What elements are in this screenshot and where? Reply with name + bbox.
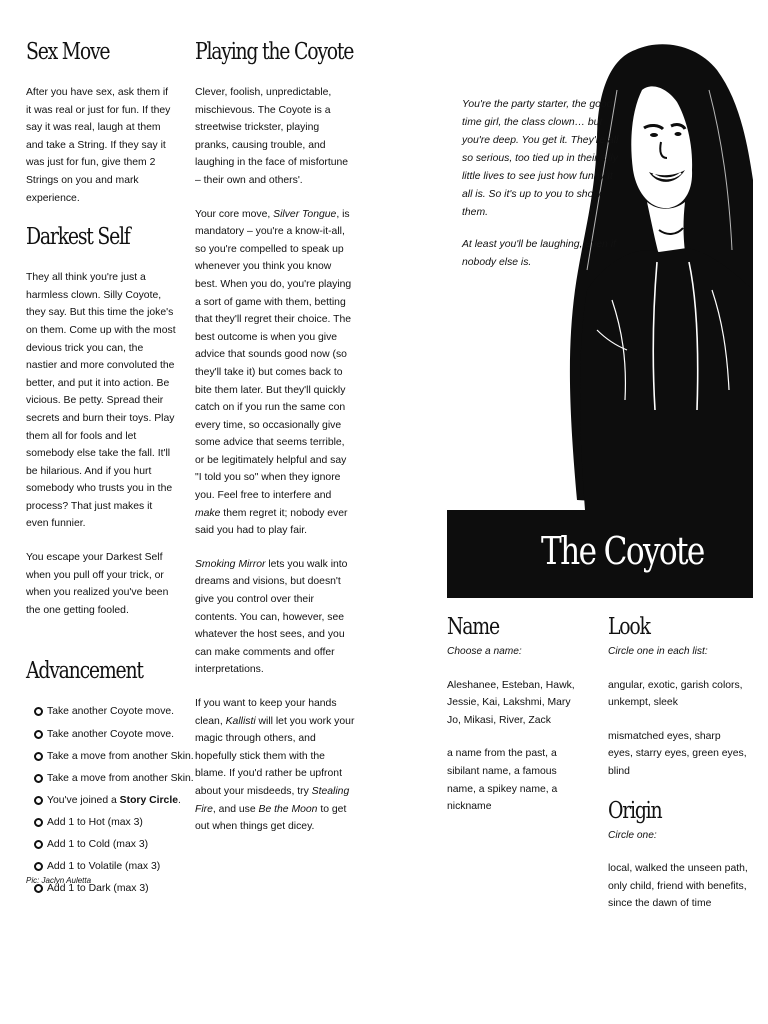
look-column [608,613,748,929]
name-column [447,613,587,832]
circle-bullet-icon[interactable] [34,730,43,739]
playing-heading: Playing the Coyote [195,39,354,65]
darkest-self-escape: You escape your Darkest Self when you pull off your trick, or when you realized you've been the one getting fooled. [26,552,169,616]
advancement-heading: Advancement [26,658,143,685]
story-circle-label: Story Circle [119,794,178,806]
advancement-item[interactable]: Add 1 to Volatile (max 3) [26,858,176,876]
name-heading: Name [447,614,499,640]
intro-paragraph-2: At least you'll be laughing, even if nobody else is. [462,239,616,268]
name-kinds[interactable]: a name from the past, a sibilant name, a famous name, a spikey name, a nickname [447,748,558,813]
page-title: The Coyote [541,529,704,573]
advancement-list [26,703,194,897]
circle-bullet-icon[interactable] [34,840,43,849]
advancement-item[interactable]: Take a move from another Skin. [26,748,176,766]
origin-options[interactable]: local, walked the unseen path, only child, friend with benefits, since the dawn of time [608,863,748,910]
circle-bullet-icon[interactable] [34,752,43,761]
advancement-item[interactable]: Add 1 to Dark (max 3) [26,880,176,898]
intro-text [462,96,622,286]
darkest-self-heading: Darkest Self [26,224,130,251]
name-instruction: Choose a name: [447,646,522,657]
advancement-item[interactable]: Take another Coyote move. [26,726,176,744]
playing-text-1: Clever, foolish, unpredictable, mischievous. The Coyote is a streetwise trickster, playing pranks, causing trouble, and laughing in the face of misfortune – their own and others'. [195,87,349,186]
advancement-item[interactable]: Take another Coyote move. [26,703,176,721]
darkest-self-text: They all think you're just a harmless clown. Silly Coyote, they say. But this time the joke's on them. Come up with the most devious trick you can, the nastier and more convoluted the better, and put it into action. Be vicious. Be petty. Spread their secrets and burn their toys. Play them all for fools and let somebody else take the fall. It'll be hilarious. And if you hurt somebody who trusts you in the process? That just makes it even funnier. [26,272,176,530]
look-list-2[interactable]: mismatched eyes, sharp eyes, starry eyes, green eyes, blind [608,730,747,777]
photo-credit: Pic: Jaclyn Auletta [26,876,92,885]
advancement-item[interactable]: You've joined a Story Circle. [26,792,176,810]
advancement-item[interactable]: Take a move from another Skin. [26,770,176,788]
sex-move-heading: Sex Move [26,39,110,65]
name-options[interactable]: Aleshanee, Esteban, Hawk, Jessie, Kai, Lakshmi, Mary Jo, Mikasi, River, Zack [447,679,575,726]
playing-text-2: Your core move, Silver Tongue, is mandatory – you're a know-it-all, so you're compelled to speak up whenever you think you know best. When you do, you're playing a sort of game with them, betting that they'll regret their choice. The best outcome is when you give advice that sounds good now (so they'll take it) but comes back to bite them later. But they'll quickly catch on if you run the same con every time, so occasionally give some advice that seems terrible, or be legitimately helpful and say "I told you so" when they ignore you. Feel free to interfere and make them regret it; nobody ever said you had to play fair. [195,208,352,537]
playing-text-3: Smoking Mirror lets you walk into dreams and visions, but doesn't give you control over their contents. You can, however, see whatever the host sees, and you can make comments and offer interpretations. [195,558,348,676]
playing-text-4: If you want to keep your hands clean, Kallisti will let you work your magic through others, and hopefully stick them with the blame. If you'd rather be upfront about your misdeeds, try Stealing Fire, and use Be the Moon to get out when things get dicey. [195,698,355,833]
intro-paragraph-1: You're the party starter, the good time girl, the class clown… but you're deep. You get it. They're all so serious, too tied up in their silly little lives to see just how funny it all is. So it's up to you to show them. [462,99,619,218]
circle-bullet-icon[interactable] [34,818,43,827]
advancement-item[interactable]: Add 1 to Cold (max 3) [26,836,176,854]
circle-bullet-icon[interactable] [34,862,43,871]
circle-bullet-icon[interactable] [34,707,43,716]
sex-move-text: After you have sex, ask them if it was real or just for fun. If they say it was real, laugh at them and take a String. If they say it was just for fun, give them 2 Strings on you and mark experience. [26,87,171,204]
look-list-1[interactable]: angular, exotic, garish colors, unkempt, sleek [608,679,743,709]
origin-instruction: Circle one: [608,829,657,841]
origin-heading: Origin [608,797,662,824]
look-instruction: Circle one in each list: [608,646,708,657]
circle-bullet-icon[interactable] [34,796,43,805]
advancement-item[interactable]: Add 1 to Hot (max 3) [26,814,176,832]
look-heading: Look [608,614,650,640]
circle-bullet-icon[interactable] [34,774,43,783]
playing-column [195,38,355,852]
left-column [26,38,194,902]
circle-bullet-icon[interactable] [34,884,43,893]
